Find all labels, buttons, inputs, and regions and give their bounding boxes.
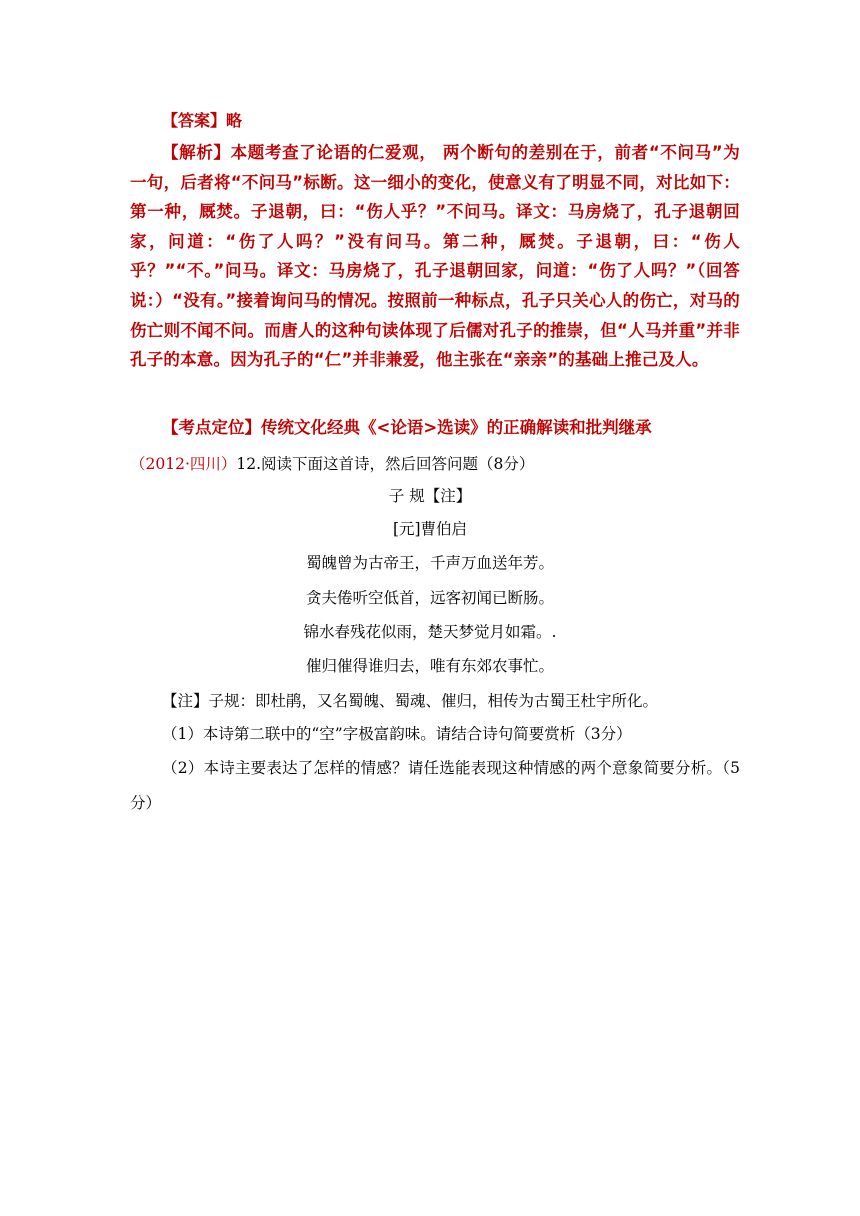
poem-line: 催归催得谁归去，唯有东郊农事忙。 — [305, 657, 554, 675]
exam-point-line — [162, 414, 652, 438]
analysis-text: 本题考查了论语的仁爱观， 两个断句的差别在于，前者“不问马”为一句，后者将“不问马”标断。这一细小的变化，使意义有了明显不同，对比如下：第一种，厩焚。子退朝，曰：“伤人乎？”不问马。译文：马房烧了，孔子退朝回家，问道：“伤了人吗？”没有问马。第二种，厩焚。子退朝，曰：“伤人乎？”“不。”问马。译文：马房烧了，孔子退朝回家，问道：“伤了人吗？”（回答说：）“没有。”接着询问马的情况。按照前一种标点，孔子只关心人的伤亡，对马的伤亡则不闻不问。而唐人的这种句读体现了后儒对孔子的推崇，但“人马并重”并非孔子的本意。因为孔子的“仁”并非兼爱，他主张在“亲亲”的基础上推己及人。 — [130, 143, 740, 370]
analysis-tag: 【解析】 — [162, 143, 231, 162]
poem-line: 蜀魄曾为古帝王，千声万血送年芳。 — [305, 554, 554, 572]
question-text: 12.阅读下面这首诗，然后回答问题（8分） — [236, 455, 535, 473]
sub-question-2: （2）本诗主要表达了怎样的情感？请任选能表现这种情感的两个意象简要分析。（5分） — [130, 759, 740, 812]
sub-question-1: （1）本诗第二联中的“空”字极富韵味。请结合诗句简要赏析（3分） — [162, 725, 632, 743]
exam-point-text: 传统文化经典《<论语>选读》的正确解读和批判继承 — [261, 418, 652, 437]
question-heading — [130, 452, 534, 474]
note-text: 子规：即杜鹃，又名蜀魄、蜀魂、催归，相传为古蜀王杜宇所化。 — [208, 692, 659, 710]
poem-title: 子 规【注】 — [388, 487, 472, 505]
poem-author: [元]曹伯启 — [392, 520, 468, 538]
answer-text: 略 — [226, 111, 243, 130]
poem-line: 贪夫倦听空低首，远客初闻已断肠。 — [305, 589, 554, 607]
analysis-paragraph — [130, 138, 740, 375]
poem-line: 锦水春残花似雨，楚天梦觉月如霜。. — [303, 623, 557, 641]
exam-point-tag: 【考点定位】 — [162, 418, 261, 437]
question-source: （2012·四川） — [130, 455, 237, 473]
poem-note — [162, 689, 658, 711]
answer-line — [162, 108, 242, 131]
answer-tag: 【答案】 — [162, 111, 227, 130]
note-tag: 【注】 — [162, 692, 209, 710]
